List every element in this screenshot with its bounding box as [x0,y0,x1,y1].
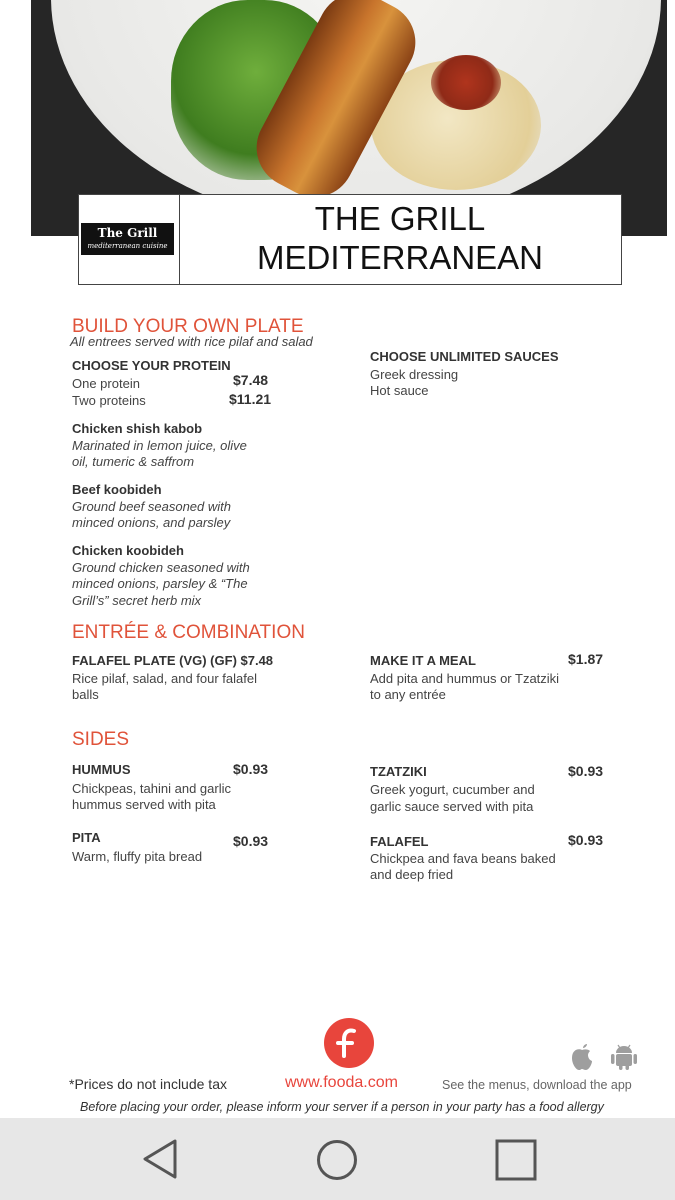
one-protein-price: $7.48 [233,372,269,388]
sauce-item: Hot sauce [370,383,429,398]
make-meal-desc: to any entrée [370,687,446,702]
side-desc: garlic sauce served with pita [370,799,534,814]
logo-tagline: mediterranean cuisine [87,242,168,250]
side-price: $0.93 [233,761,269,777]
side-price: $0.93 [568,832,604,848]
side-price: $0.93 [568,763,604,779]
build-subtitle: All entrees served with rice pilaf and salad [70,334,313,349]
apple-icon[interactable] [568,1040,596,1072]
side-name: PITA [72,830,101,845]
side-desc: Chickpeas, tahini and garlic [72,781,231,796]
protein-heading: CHOOSE YOUR PROTEIN [72,358,231,373]
download-note: See the menus, download the app [442,1078,632,1092]
side-name: FALAFEL [370,834,429,849]
make-meal-price: $1.87 [568,651,604,667]
two-proteins-price: $11.21 [229,391,272,407]
sauces-heading: CHOOSE UNLIMITED SAUCES [370,349,559,364]
navigation-bar [0,1118,675,1200]
item-name: Chicken shish kabob [72,421,203,436]
logo-cell [79,195,180,284]
item-desc: Ground chicken seasoned with [72,560,250,575]
side-price: $0.93 [233,833,269,849]
title-line-1: THE GRILL [314,200,486,237]
page-title [179,195,621,277]
fooda-link[interactable]: www.fooda.com [285,1074,398,1091]
android-icon[interactable] [608,1040,640,1072]
item-desc: minced onions, and parsley [72,515,231,530]
side-desc: Greek yogurt, cucumber and [370,782,535,797]
home-icon[interactable] [315,1138,359,1182]
section-sides-heading: SIDES [72,729,130,750]
title-box [78,194,622,285]
item-desc: Marinated in lemon juice, olive [72,438,247,453]
title-line-2: MEDITERRANEAN [256,239,544,276]
make-meal-desc: Add pita and hummus or Tzatziki [370,671,560,686]
side-name: TZATZIKI [370,764,427,779]
item-desc: minced onions, parsley & “The [72,576,248,591]
falafel-plate-title: FALAFEL PLATE (VG) (GF) $7.48 [72,653,274,668]
side-desc: Chickpea and fava beans baked [370,851,556,866]
tax-note: *Prices do not include tax [69,1076,227,1092]
two-proteins-label: Two proteins [72,393,146,408]
side-desc: and deep fried [370,867,454,882]
item-name: Beef koobideh [72,482,162,497]
item-desc: Grill’s” secret herb mix [72,593,202,608]
side-desc: Warm, fluffy pita bread [72,849,203,864]
fooda-f-icon [324,1018,374,1068]
allergy-note: Before placing your order, please inform your server if a person in your party has a food allergy [80,1100,604,1114]
falafel-plate-desc: balls [72,687,99,702]
side-name: HUMMUS [72,762,131,777]
item-desc: oil, tumeric & saffrom [72,454,195,469]
fooda-logo-icon [324,1018,374,1068]
restaurant-logo [81,223,174,255]
falafel-plate-desc: Rice pilaf, salad, and four falafel [72,671,257,686]
sauce-item: Greek dressing [370,367,459,382]
logo-name: The Grill [97,226,158,240]
section-entree-heading: ENTRÉE & COMBINATION [72,622,305,643]
one-protein-label: One protein [72,376,140,391]
section-build-heading: BUILD YOUR OWN PLATE [72,316,304,337]
back-icon[interactable] [140,1138,180,1180]
sauce-graphic [431,55,501,110]
recents-icon[interactable] [494,1138,538,1182]
item-desc: Ground beef seasoned with [72,499,231,514]
item-name: Chicken koobideh [72,543,184,558]
make-meal-title: MAKE IT A MEAL [370,653,476,668]
side-desc: hummus served with pita [72,797,216,812]
